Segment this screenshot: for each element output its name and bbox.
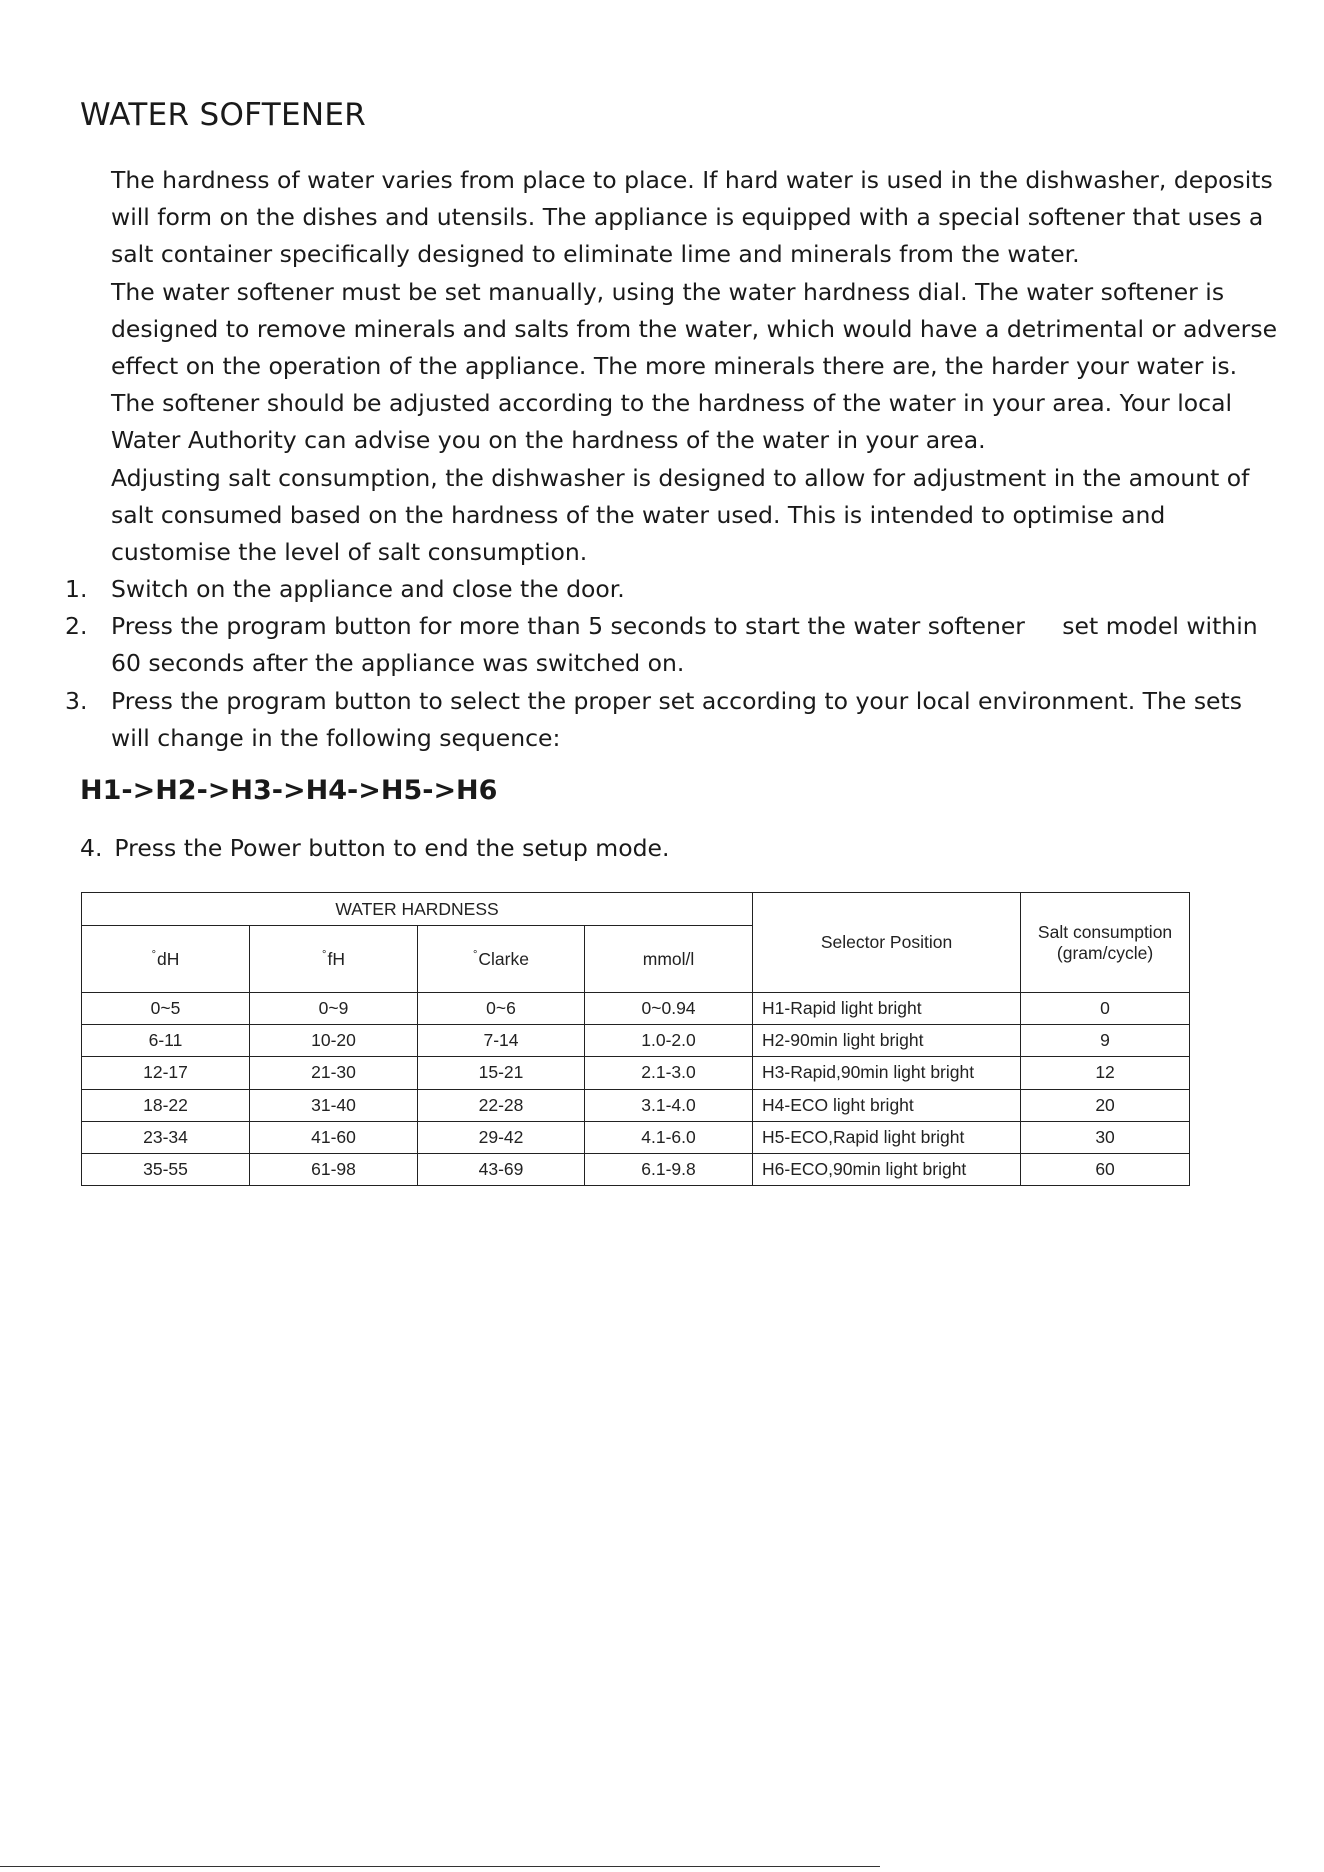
step-number: 2. <box>65 612 88 641</box>
selector-position-header: Selector Position <box>753 893 1021 993</box>
table-row <box>82 1057 1190 1089</box>
water-hardness-header: WATER HARDNESS <box>82 893 753 926</box>
cell-mmol: 1.0-2.0 <box>585 1025 753 1057</box>
cell-dh: 18-22 <box>82 1089 250 1121</box>
cell-selector: H3-Rapid,90min light bright <box>753 1057 1021 1089</box>
step-text: Press the program button to select the proper set according to your local environment. The sets will change in the following sequence: <box>111 686 1242 752</box>
cell-clarke: 29-42 <box>418 1121 585 1153</box>
step-text: Press the Power button to end the setup mode. <box>114 834 670 862</box>
salt-header-unit: (gram/cycle) <box>1056 942 1154 963</box>
cell-dh: 35-55 <box>82 1153 250 1185</box>
cell-dh: 0~5 <box>82 993 250 1025</box>
cell-mmol: 3.1-4.0 <box>585 1089 753 1121</box>
cell-fh: 61-98 <box>250 1153 418 1185</box>
cell-clarke: 0~6 <box>418 993 585 1025</box>
cell-salt: 12 <box>1021 1057 1190 1089</box>
cell-fh: 41-60 <box>250 1121 418 1153</box>
cell-salt: 30 <box>1021 1121 1190 1153</box>
cell-mmol: 0~0.94 <box>585 993 753 1025</box>
degree-symbol: ° <box>322 948 327 961</box>
unit-header-mmol <box>585 926 753 993</box>
cell-selector: H1-Rapid light bright <box>753 993 1021 1025</box>
unit-label: mmol/l <box>642 948 695 969</box>
unit-label: fH <box>327 948 345 969</box>
intro-paragraph: The hardness of water varies from place to place. If hard water is used in the dishwasher, deposits will form on the dishes and utensils. The appliance is equipped with a special softener that uses a salt container specifically designed to eliminate lime and minerals from the water. <box>111 166 1273 269</box>
table-row <box>82 1089 1190 1121</box>
cell-selector: H6-ECO,90min light bright <box>753 1153 1021 1185</box>
cell-salt: 0 <box>1021 993 1190 1025</box>
cell-dh: 6-11 <box>82 1025 250 1057</box>
cell-clarke: 22-28 <box>418 1089 585 1121</box>
intro-paragraph: The water softener must be set manually, using the water hardness dial. The water softener is designed to remove minerals and salts from the water, which would have a detrimental or adverse effect on the operation of the appliance. The more minerals there are, the harder your water is. The softener should be adjusted according to the hardness of the water in your area. Your local Water Authority can advise you on the hardness of the water in your area. <box>111 277 1278 455</box>
cell-clarke: 7-14 <box>418 1025 585 1057</box>
cell-fh: 0~9 <box>250 993 418 1025</box>
unit-header-clarke <box>418 926 585 993</box>
steps-list <box>65 571 1280 757</box>
cell-selector: H2-90min light bright <box>753 1025 1021 1057</box>
cell-dh: 23-34 <box>82 1121 250 1153</box>
step-text: Press the program button for more than 5 seconds to start the water softener set model within 60 seconds after the appliance was switched on. <box>111 612 1258 678</box>
table-row <box>82 1025 1190 1057</box>
footer-rule <box>0 1866 880 1867</box>
page-title: WATER SOFTENER <box>80 97 367 133</box>
intro-text <box>111 162 1281 571</box>
salt-header-line: Salt consumption <box>1037 921 1173 942</box>
table-row <box>82 1153 1190 1185</box>
step-number: 1. <box>65 575 88 603</box>
list-item <box>65 683 1280 757</box>
salt-consumption-header <box>1021 893 1190 993</box>
list-item <box>65 571 1280 608</box>
unit-header-dh <box>82 926 250 993</box>
cell-clarke: 15-21 <box>418 1057 585 1089</box>
step-number: 4. <box>80 834 103 862</box>
cell-selector: H5-ECO,Rapid light bright <box>753 1121 1021 1153</box>
step-number: 3. <box>65 686 88 715</box>
cell-mmol: 6.1-9.8 <box>585 1153 753 1185</box>
cell-salt: 20 <box>1021 1089 1190 1121</box>
cell-dh: 12-17 <box>82 1057 250 1089</box>
cell-mmol: 4.1-6.0 <box>585 1121 753 1153</box>
step-four <box>80 831 669 865</box>
step-text: Switch on the appliance and close the door. <box>111 575 625 603</box>
unit-label: dH <box>157 948 180 969</box>
unit-header-fh <box>250 926 418 993</box>
degree-symbol: ° <box>151 948 157 961</box>
cell-clarke: 43-69 <box>418 1153 585 1185</box>
degree-symbol: ° <box>473 948 478 961</box>
cell-fh: 21-30 <box>250 1057 418 1089</box>
intro-paragraph: Adjusting salt consumption, the dishwasher is designed to allow for adjustment in the amount of salt consumed based on the hardness of the water used. This is intended to optimise and customise the level of salt consumption. <box>111 463 1250 567</box>
table-row <box>82 993 1190 1025</box>
table-row <box>82 1121 1190 1153</box>
water-hardness-table <box>81 892 1190 1186</box>
cell-fh: 10-20 <box>250 1025 418 1057</box>
setting-sequence: H1->H2->H3->H4->H5->H6 <box>80 775 498 806</box>
cell-salt: 60 <box>1021 1153 1190 1185</box>
cell-salt: 9 <box>1021 1025 1190 1057</box>
cell-selector: H4-ECO light bright <box>753 1089 1021 1121</box>
cell-mmol: 2.1-3.0 <box>585 1057 753 1089</box>
unit-label: Clarke <box>478 948 529 969</box>
cell-fh: 31-40 <box>250 1089 418 1121</box>
list-item <box>65 608 1280 682</box>
